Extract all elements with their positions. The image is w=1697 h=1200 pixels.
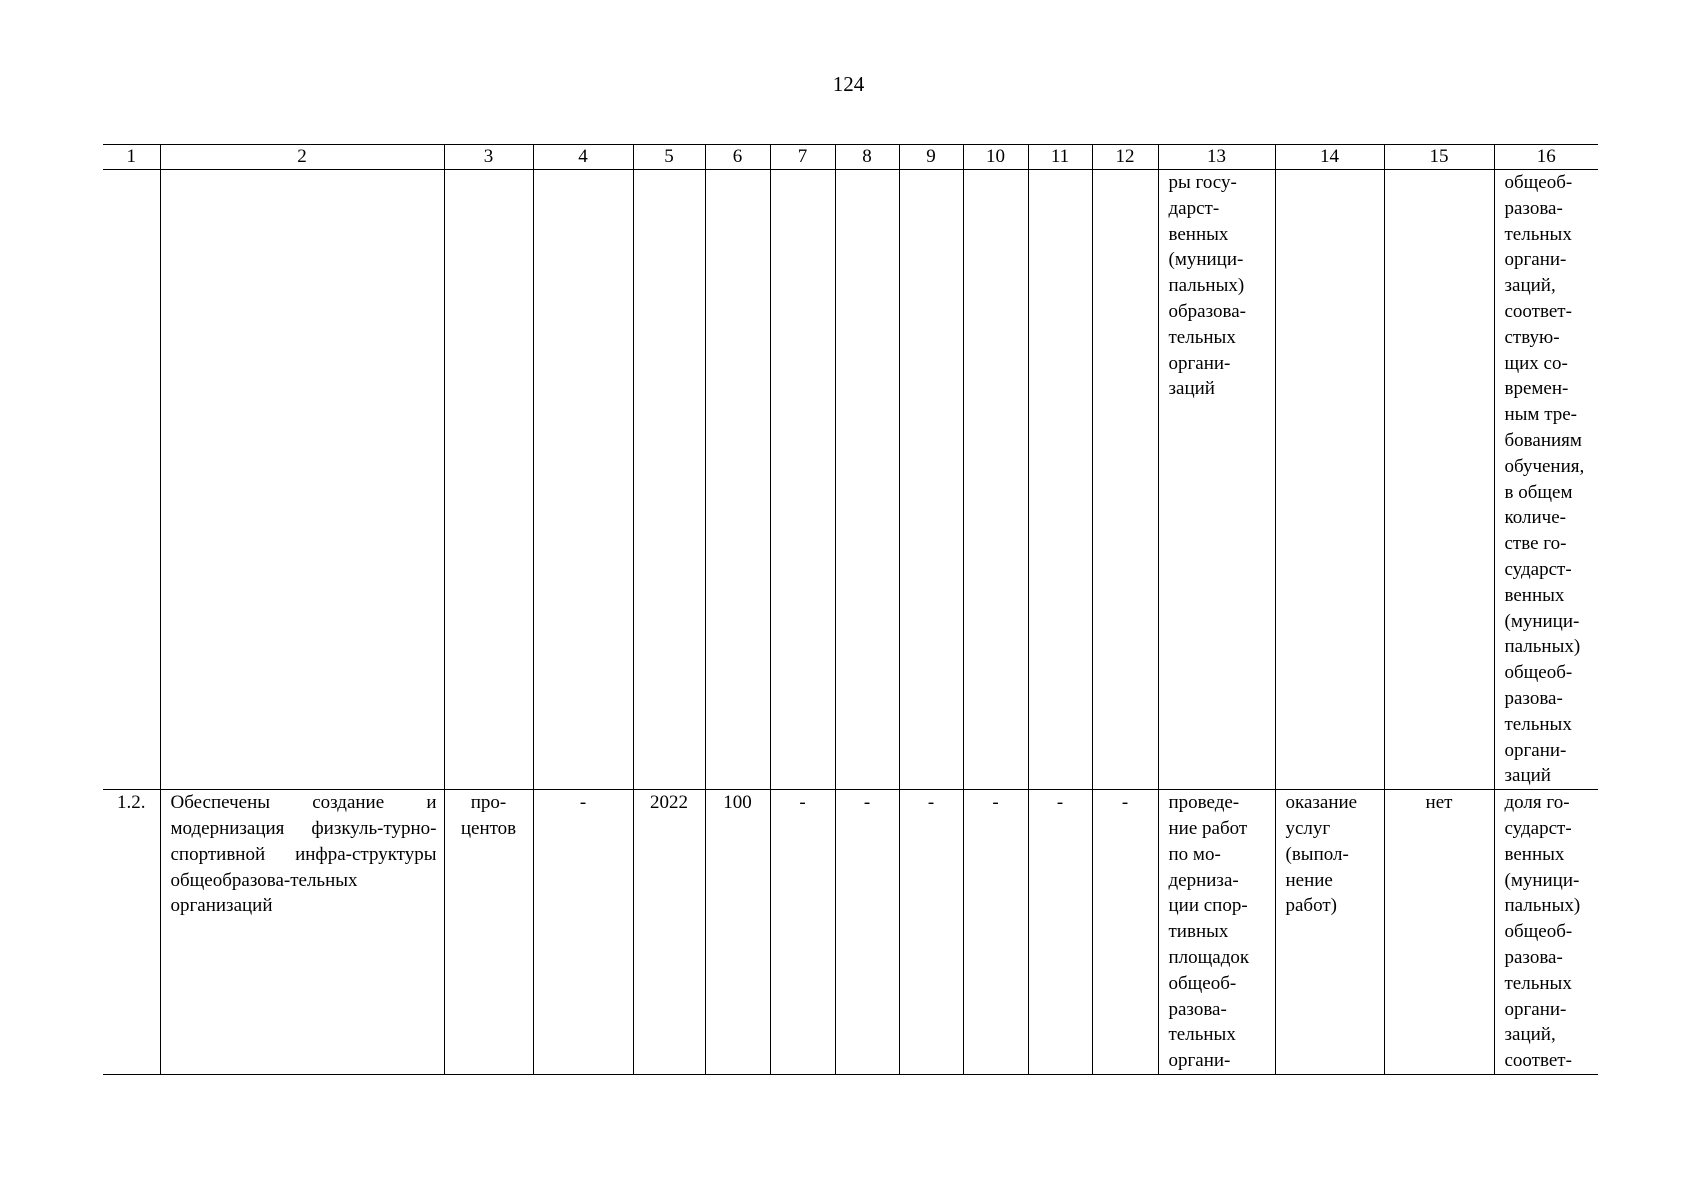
- table-cell: [963, 170, 1028, 790]
- indicator-description-cell: общеоб- разова- тельных органи- заций, соответ- ствую- щих со- времен- ным тре- бованиям обучения, в общем количе- стве го- сударст- венных (муници- пальных) общеоб- разова- тельных органи- заций: [1494, 170, 1598, 790]
- table-cell: [1275, 170, 1384, 790]
- table-cell: [1384, 170, 1494, 790]
- column-number-12: 12: [1092, 145, 1158, 170]
- table-cell: нет: [1384, 790, 1494, 1075]
- column-number-3: 3: [444, 145, 533, 170]
- row-number-cell: 1.2.: [103, 790, 160, 1075]
- table-cell: -: [1028, 790, 1092, 1075]
- service-type-cell: оказание услуг (выпол- нение работ): [1275, 790, 1384, 1075]
- data-table: [103, 144, 1598, 1075]
- column-number-13: 13: [1158, 145, 1275, 170]
- indicator-description-cell: доля го- сударст- венных (муници- пальных) общеоб- разова- тельных органи- заций, соответ-: [1494, 790, 1598, 1075]
- table-cell: -: [770, 790, 835, 1075]
- table-cell: -: [533, 790, 633, 1075]
- table-cell: -: [1092, 790, 1158, 1075]
- table-cell: [770, 170, 835, 790]
- table-cell: [705, 170, 770, 790]
- table-cell: [633, 170, 705, 790]
- column-number-15: 15: [1384, 145, 1494, 170]
- table-header-row: [103, 145, 1598, 170]
- event-type-cell: проведе- ние работ по мо- дерниза- ции спор- тивных площадок общеоб- разова- тельных органи-: [1158, 790, 1275, 1075]
- column-number-9: 9: [899, 145, 963, 170]
- page-number: 124: [832, 72, 865, 96]
- unit-cell: про- центов: [444, 790, 533, 1075]
- table-cell: [899, 170, 963, 790]
- table-cell: -: [899, 790, 963, 1075]
- value-cell: 100: [705, 790, 770, 1075]
- table-cell: [1028, 170, 1092, 790]
- column-number-11: 11: [1028, 145, 1092, 170]
- column-number-10: 10: [963, 145, 1028, 170]
- table-row: [103, 170, 1598, 790]
- table-row: [103, 790, 1598, 1075]
- column-number-2: 2: [160, 145, 444, 170]
- table-cell: [160, 170, 444, 790]
- column-number-6: 6: [705, 145, 770, 170]
- column-number-7: 7: [770, 145, 835, 170]
- table-cell: [1092, 170, 1158, 790]
- column-number-8: 8: [835, 145, 899, 170]
- event-type-cell: ры госу- дарст- венных (муници- пальных) образова- тельных органи- заций: [1158, 170, 1275, 790]
- column-number-4: 4: [533, 145, 633, 170]
- column-number-14: 14: [1275, 145, 1384, 170]
- column-number-16: 16: [1494, 145, 1598, 170]
- table-cell: [444, 170, 533, 790]
- column-number-5: 5: [633, 145, 705, 170]
- table-cell: -: [835, 790, 899, 1075]
- task-description-cell: Обеспечены создание и модернизация физкуль-турно-спортивной инфра-структуры общеобразова-тельных организаций: [160, 790, 444, 1075]
- table-cell: [533, 170, 633, 790]
- column-number-1: 1: [103, 145, 160, 170]
- year-cell: 2022: [633, 790, 705, 1075]
- table-cell: [835, 170, 899, 790]
- table-cell: [103, 170, 160, 790]
- table-cell: -: [963, 790, 1028, 1075]
